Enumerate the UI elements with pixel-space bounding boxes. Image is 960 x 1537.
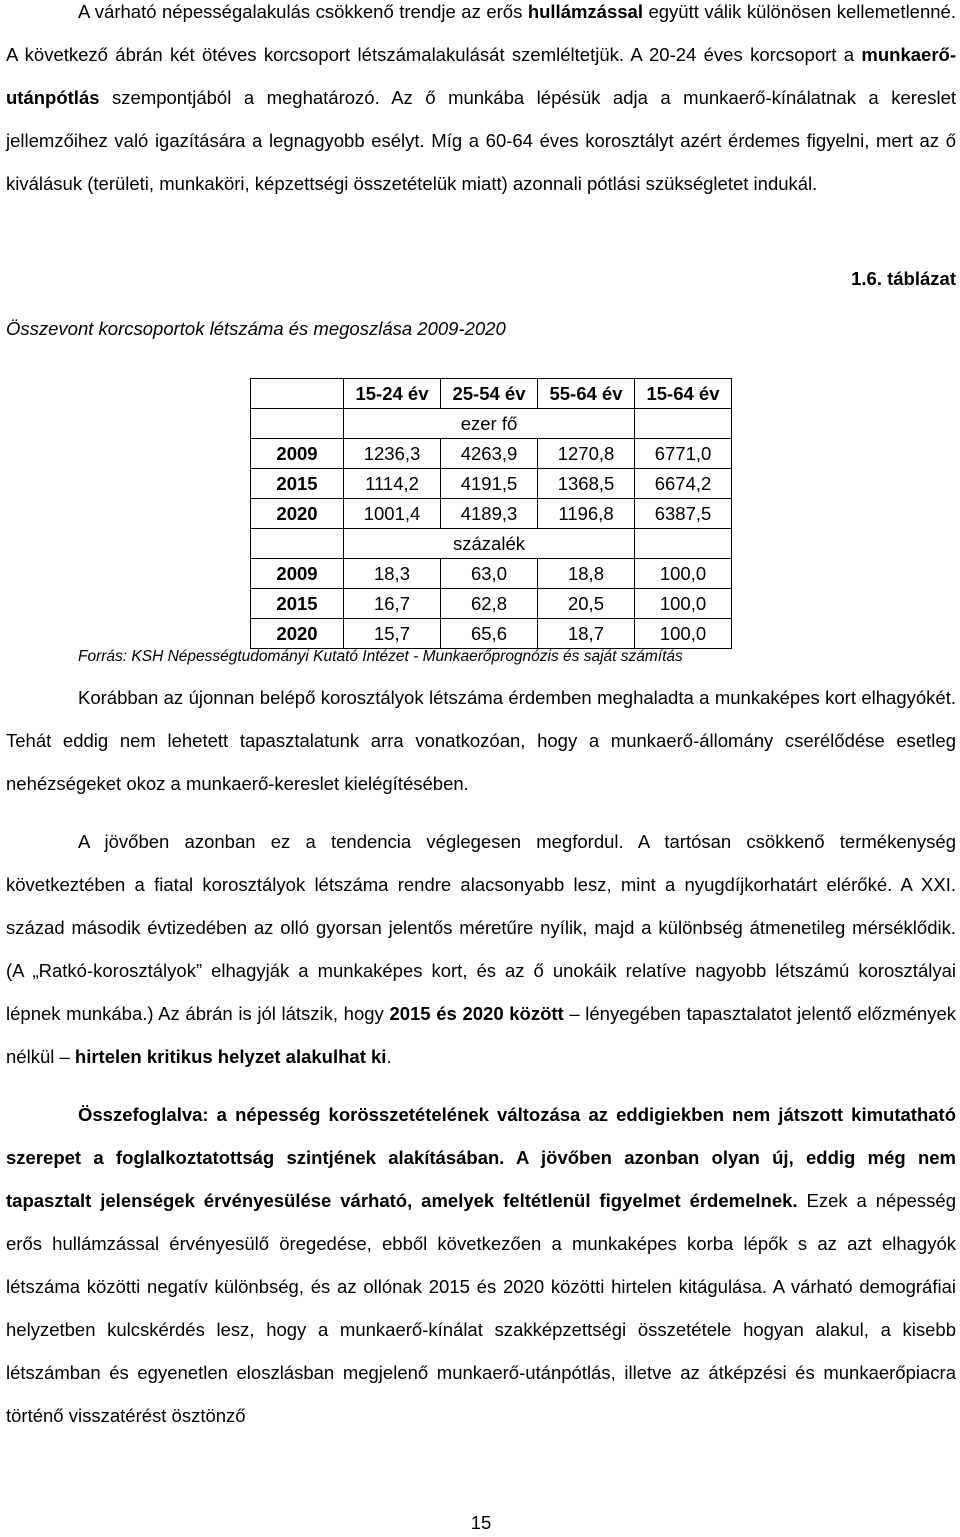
value-cell: 15,7	[344, 619, 441, 649]
value-cell: 100,0	[635, 589, 732, 619]
value-cell: 62,8	[441, 589, 538, 619]
value-cell: 16,7	[344, 589, 441, 619]
header-cell: 55-64 év	[538, 379, 635, 409]
table-row	[251, 559, 732, 589]
bold-span: hirtelen kritikus helyzet alakulhat ki	[74, 1046, 387, 1067]
table-source: Forrás: KSH Népességtudományi Kutató Intézet - Munkaerőprognózis és saját számítás	[78, 648, 683, 665]
table-row	[251, 439, 732, 469]
year-cell: 2015	[251, 589, 344, 619]
table-header-row	[251, 379, 732, 409]
year-cell: 2015	[251, 469, 344, 499]
table-row	[251, 499, 732, 529]
table-number: 1.6. táblázat	[851, 268, 956, 289]
text-span: – lényegében tapasztalatot jelentő előzmények nélkül –	[6, 1003, 956, 1067]
bold-span: 2015 és 2020 között	[389, 1003, 564, 1024]
bold-span: hullámzással	[527, 1, 643, 22]
paragraph-earlier: Korábban az újonnan belépő korosztályok létszáma érdemben meghaladta a munkaképes kort elhagyókét. Tehát eddig nem lehetett tapasztalatunk arra vonatkozóan, hogy a munkaerő-állomány cserélődése esetleg nehézségeket okoz a munkaerő-kereslet kielégítésében.	[6, 687, 956, 794]
value-cell: 1236,3	[344, 439, 441, 469]
header-cell: 25-54 év	[441, 379, 538, 409]
unit-blank	[251, 529, 344, 559]
value-cell: 1001,4	[344, 499, 441, 529]
unit-row	[251, 409, 732, 439]
value-cell: 65,6	[441, 619, 538, 649]
unit-label: ezer fő	[441, 409, 538, 439]
unit-label: százalék	[441, 529, 538, 559]
page-number: 15	[470, 1512, 492, 1533]
value-cell: 20,5	[538, 589, 635, 619]
paragraph-intro	[6, 0, 956, 205]
value-cell: 63,0	[441, 559, 538, 589]
year-cell: 2020	[251, 499, 344, 529]
text-span: A várható népességalakulás csökkenő trendje az erős	[78, 1, 528, 22]
text-span: együtt válik különösen kellemetlenné. A következő ábrán két ötéves korcsoport létszámalakulását szemléltetjük. A 20-24 éves korcsoport a	[6, 1, 956, 65]
year-cell: 2009	[251, 559, 344, 589]
value-cell: 6771,0	[635, 439, 732, 469]
value-cell: 1196,8	[538, 499, 635, 529]
value-cell: 6387,5	[635, 499, 732, 529]
text-span: Ezek a népesség erős hullámzással érvényesülő öregedése, ebből következően a munkaképes korba lépők s az azt elhagyók létszáma közötti negatív különbség, és az ollónak 2015 és 2020 közötti hirtelen kitágulása. A várható demográfiai helyzetben kulcskérdés lesz, hogy a munkaerő-kínálat szakképzettségi összetétele hogyan alakul, a kisebb létszámban és egyenetlen eloszlásban megjelenő munkaerő-utánpótlás, illetve az átképzési és munkaerőpiacra történő visszatérést ösztönző	[6, 1190, 956, 1426]
paragraph-summary	[6, 1093, 956, 1437]
value-cell: 18,3	[344, 559, 441, 589]
paragraph-future	[6, 820, 956, 1078]
value-cell: 18,8	[538, 559, 635, 589]
value-cell: 4191,5	[441, 469, 538, 499]
value-cell: 100,0	[635, 619, 732, 649]
table-row	[251, 619, 732, 649]
unit-blank	[251, 409, 344, 439]
value-cell: 6674,2	[635, 469, 732, 499]
bold-span: munkaerő-utánpótlás	[6, 44, 956, 108]
text-span: A jövőben azonban ez a tendencia véglegesen megfordul. A tartósan csökkenő termékenység következtében a fiatal korosztályok létszáma rendre alacsonyabb lesz, mint a nyugdíjkorhatárt elérőké. A XXI. század második évtizedében az olló gyorsan jelentős méretűre nyílik, majd a különbség átmenetileg mérséklődik. (A „Ratkó-korosztályok” elhagyják a munkaképes kort, és az ő unokáik relatíve nagyobb létszámú korosztályai lépnek munkába.) Az ábrán is jól látszik, hogy	[6, 831, 956, 1024]
table-title: Összevont korcsoportok létszáma és megoszlása 2009-2020	[6, 318, 506, 339]
value-cell: 1270,8	[538, 439, 635, 469]
year-cell: 2020	[251, 619, 344, 649]
value-cell: 4263,9	[441, 439, 538, 469]
bold-span: Összefoglalva: a népesség korösszetételének változása az eddigiekben nem játszott kimutatható szerepet a foglalkoztatottság szintjének alakításában. A jövőben azonban olyan új, eddig még nem tapasztalt jelenségek érvényesülése várható, amelyek feltétlenül figyelmet érdemelnek.	[6, 1104, 956, 1211]
header-corner	[251, 379, 344, 409]
population-table	[250, 378, 732, 649]
unit-blank	[344, 409, 441, 439]
table-row	[251, 589, 732, 619]
unit-blank	[538, 409, 635, 439]
value-cell: 100,0	[635, 559, 732, 589]
unit-blank	[344, 529, 441, 559]
unit-blank	[635, 529, 732, 559]
value-cell: 4189,3	[441, 499, 538, 529]
unit-blank	[538, 529, 635, 559]
value-cell: 18,7	[538, 619, 635, 649]
table-row	[251, 469, 732, 499]
unit-blank	[635, 409, 732, 439]
value-cell: 1114,2	[344, 469, 441, 499]
text-span: szempontjából a meghatározó. Az ő munkába lépésük adja a munkaerő-kínálatnak a kereslet jellemzőihez való igazítására a legnagyobb esélyt. Míg a 60-64 éves korosztályt azért érdemes figyelni, mert az ő kiválásuk (területi, munkaköri, képzettségi összetételük miatt) azonnali pótlási szükségletet indukál.	[6, 87, 956, 194]
header-cell: 15-64 év	[635, 379, 732, 409]
unit-row	[251, 529, 732, 559]
year-cell: 2009	[251, 439, 344, 469]
header-cell: 15-24 év	[344, 379, 441, 409]
value-cell: 1368,5	[538, 469, 635, 499]
text-span: .	[386, 1046, 392, 1067]
